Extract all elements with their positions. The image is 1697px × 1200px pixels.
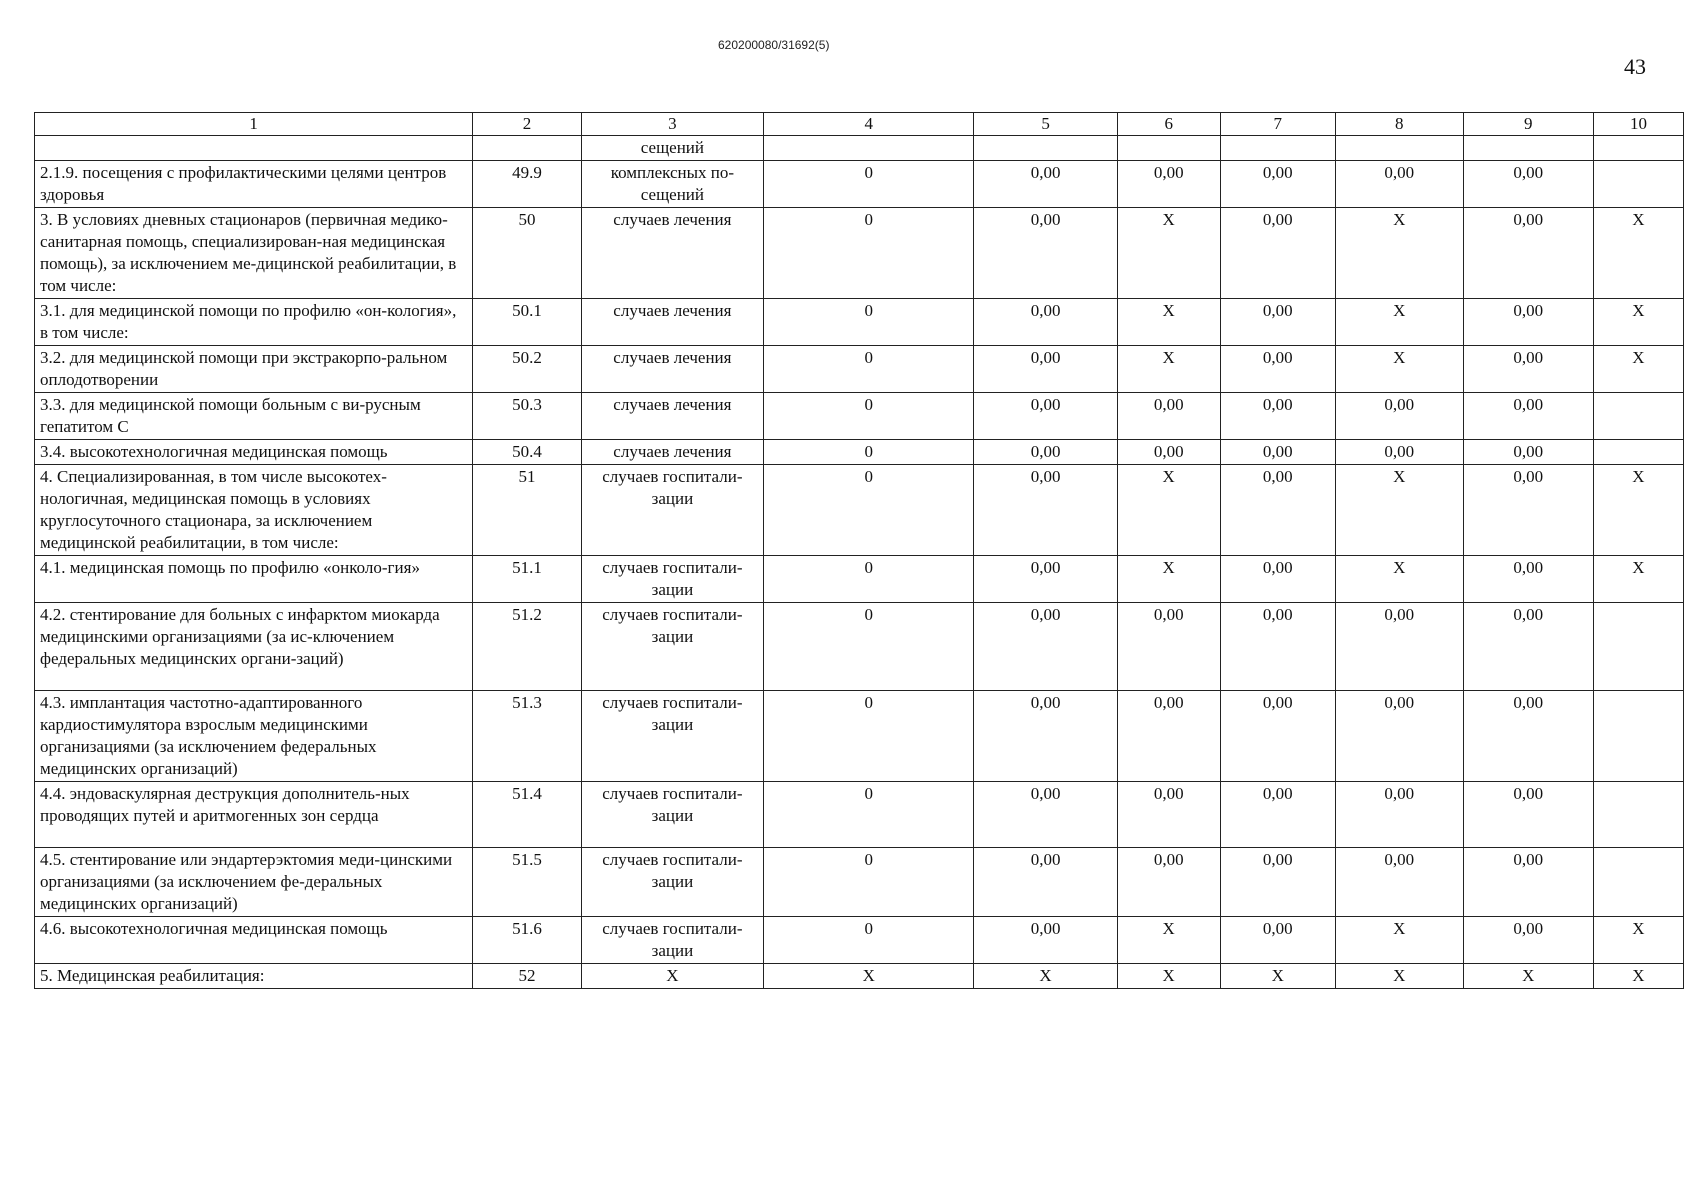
cell-col-7: 0,00 [1220, 691, 1335, 782]
row-name-cell: 3. В условиях дневных стационаров (первичная медико-санитарная помощь, специализирован-ная медицинская помощь), за исключением ме-дицинской реабилитации, в том числе: [35, 208, 473, 299]
column-header-9: 9 [1463, 113, 1593, 136]
table-row [35, 465, 1684, 556]
row-unit-cell: комплексных по-сещений [581, 161, 763, 208]
cell-col-8: X [1335, 299, 1463, 346]
table-row [35, 208, 1684, 299]
table-row [35, 917, 1684, 964]
page-number: 43 [1624, 54, 1646, 79]
cell-col-9: 0,00 [1463, 440, 1593, 465]
cell-col-6: 0,00 [1117, 161, 1220, 208]
cell-col-8: 0,00 [1335, 848, 1463, 917]
table-row [35, 161, 1684, 208]
cell-col-9: 0,00 [1463, 603, 1593, 691]
cell-col-4: 0 [764, 299, 974, 346]
table-row [35, 691, 1684, 782]
cell-col-8: X [1335, 917, 1463, 964]
column-header-5: 5 [974, 113, 1117, 136]
cell-col-4: 0 [764, 161, 974, 208]
table-row [35, 440, 1684, 465]
column-header-2: 2 [473, 113, 581, 136]
cell-col-8: 0,00 [1335, 691, 1463, 782]
row-code-cell: 51.1 [473, 556, 581, 603]
row-unit-cell: случаев лечения [581, 393, 763, 440]
cell-col-10 [1593, 136, 1683, 161]
row-name-cell [35, 136, 473, 161]
table-row [35, 346, 1684, 393]
cell-col-8: X [1335, 465, 1463, 556]
row-name-cell: 4.3. имплантация частотно-адаптированного кардиостимулятора взрослым медицинскими организациями (за исключением федеральных медицинских организаций) [35, 691, 473, 782]
row-unit-cell: случаев госпитали-зации [581, 917, 763, 964]
row-name-cell: 5. Медицинская реабилитация: [35, 964, 473, 989]
cell-col-6: X [1117, 964, 1220, 989]
table-row [35, 393, 1684, 440]
cell-col-4: 0 [764, 603, 974, 691]
row-unit-cell: сещений [581, 136, 763, 161]
cell-col-8: 0,00 [1335, 393, 1463, 440]
cell-col-5: 0,00 [974, 556, 1117, 603]
cell-col-9: 0,00 [1463, 848, 1593, 917]
cell-col-10 [1593, 848, 1683, 917]
cell-col-8: X [1335, 556, 1463, 603]
cell-col-9 [1463, 136, 1593, 161]
row-unit-cell: случаев госпитали-зации [581, 691, 763, 782]
cell-col-7: 0,00 [1220, 208, 1335, 299]
row-name-cell: 3.2. для медицинской помощи при экстракорпо-ральном оплодотворении [35, 346, 473, 393]
cell-col-7: 0,00 [1220, 603, 1335, 691]
cell-col-5: 0,00 [974, 299, 1117, 346]
cell-col-10: X [1593, 465, 1683, 556]
row-unit-cell: случаев лечения [581, 440, 763, 465]
cell-col-4: 0 [764, 691, 974, 782]
row-name-cell: 4.2. стентирование для больных с инфарктом миокарда медицинскими организациями (за ис-ключением федеральных медицинских органи-заций) [35, 603, 473, 691]
cell-col-9: 0,00 [1463, 556, 1593, 603]
row-code-cell: 51.5 [473, 848, 581, 917]
cell-col-5: X [974, 964, 1117, 989]
row-code-cell: 50 [473, 208, 581, 299]
table-row [35, 782, 1684, 848]
cell-col-9: 0,00 [1463, 465, 1593, 556]
cell-col-5: 0,00 [974, 917, 1117, 964]
row-code-cell: 50.2 [473, 346, 581, 393]
cell-col-4: 0 [764, 556, 974, 603]
cell-col-6: X [1117, 346, 1220, 393]
row-code-cell: 50.4 [473, 440, 581, 465]
cell-col-8: 0,00 [1335, 782, 1463, 848]
cell-col-7: 0,00 [1220, 917, 1335, 964]
row-name-cell: 2.1.9. посещения с профилактическими целями центров здоровья [35, 161, 473, 208]
table-row [35, 136, 1684, 161]
row-code-cell: 51.3 [473, 691, 581, 782]
column-header-7: 7 [1220, 113, 1335, 136]
cell-col-10 [1593, 603, 1683, 691]
cell-col-9: 0,00 [1463, 691, 1593, 782]
cell-col-9: 0,00 [1463, 299, 1593, 346]
column-header-3: 3 [581, 113, 763, 136]
cell-col-4: 0 [764, 346, 974, 393]
row-code-cell: 49.9 [473, 161, 581, 208]
cell-col-5 [974, 136, 1117, 161]
cell-col-8: 0,00 [1335, 603, 1463, 691]
cell-col-7: 0,00 [1220, 440, 1335, 465]
row-code-cell [473, 136, 581, 161]
cell-col-9: 0,00 [1463, 782, 1593, 848]
cell-col-6: X [1117, 208, 1220, 299]
row-unit-cell: случаев госпитали-зации [581, 848, 763, 917]
cell-col-4 [764, 136, 974, 161]
cell-col-4: X [764, 964, 974, 989]
cell-col-6: 0,00 [1117, 393, 1220, 440]
cell-col-8: 0,00 [1335, 440, 1463, 465]
cell-col-7 [1220, 136, 1335, 161]
cell-col-8: X [1335, 208, 1463, 299]
cell-col-8: X [1335, 964, 1463, 989]
cell-col-6: 0,00 [1117, 782, 1220, 848]
table-row [35, 603, 1684, 691]
row-unit-cell: случаев госпитали-зации [581, 603, 763, 691]
row-unit-cell: X [581, 964, 763, 989]
cell-col-6: X [1117, 917, 1220, 964]
data-table [34, 112, 1684, 989]
cell-col-10: X [1593, 299, 1683, 346]
row-unit-cell: случаев лечения [581, 208, 763, 299]
cell-col-5: 0,00 [974, 848, 1117, 917]
row-code-cell: 50.3 [473, 393, 581, 440]
cell-col-4: 0 [764, 465, 974, 556]
cell-col-6: X [1117, 556, 1220, 603]
cell-col-10: X [1593, 917, 1683, 964]
document-id: 620200080/31692(5) [718, 38, 830, 52]
row-code-cell: 51.4 [473, 782, 581, 848]
cell-col-5: 0,00 [974, 465, 1117, 556]
cell-col-5: 0,00 [974, 782, 1117, 848]
row-unit-cell: случаев госпитали-зации [581, 465, 763, 556]
cell-col-6: 0,00 [1117, 848, 1220, 917]
row-name-cell: 3.3. для медицинской помощи больным с ви-русным гепатитом С [35, 393, 473, 440]
cell-col-9: X [1463, 964, 1593, 989]
cell-col-6: 0,00 [1117, 691, 1220, 782]
row-code-cell: 51.2 [473, 603, 581, 691]
cell-col-10: X [1593, 556, 1683, 603]
cell-col-7: 0,00 [1220, 393, 1335, 440]
cell-col-10 [1593, 161, 1683, 208]
table-row [35, 556, 1684, 603]
row-unit-cell: случаев лечения [581, 346, 763, 393]
table-row [35, 848, 1684, 917]
row-code-cell: 51 [473, 465, 581, 556]
cell-col-10 [1593, 691, 1683, 782]
cell-col-7: 0,00 [1220, 346, 1335, 393]
table-row [35, 299, 1684, 346]
cell-col-6: X [1117, 299, 1220, 346]
header-row [35, 113, 1684, 136]
cell-col-9: 0,00 [1463, 346, 1593, 393]
cell-col-6: 0,00 [1117, 603, 1220, 691]
cell-col-7: 0,00 [1220, 161, 1335, 208]
row-name-cell: 3.4. высокотехнологичная медицинская помощь [35, 440, 473, 465]
table-row [35, 964, 1684, 989]
cell-col-8: X [1335, 346, 1463, 393]
cell-col-10: X [1593, 964, 1683, 989]
cell-col-5: 0,00 [974, 161, 1117, 208]
cell-col-7: 0,00 [1220, 848, 1335, 917]
cell-col-9: 0,00 [1463, 208, 1593, 299]
cell-col-10: X [1593, 208, 1683, 299]
cell-col-4: 0 [764, 917, 974, 964]
cell-col-5: 0,00 [974, 346, 1117, 393]
cell-col-6: X [1117, 465, 1220, 556]
cell-col-7: 0,00 [1220, 465, 1335, 556]
cell-col-4: 0 [764, 848, 974, 917]
cell-col-4: 0 [764, 208, 974, 299]
row-name-cell: 4.4. эндоваскулярная деструкция дополнитель-ных проводящих путей и аритмогенных зон сердца [35, 782, 473, 848]
row-code-cell: 52 [473, 964, 581, 989]
cell-col-6: 0,00 [1117, 440, 1220, 465]
column-header-10: 10 [1593, 113, 1683, 136]
cell-col-7: 0,00 [1220, 782, 1335, 848]
row-unit-cell: случаев лечения [581, 299, 763, 346]
cell-col-5: 0,00 [974, 393, 1117, 440]
cell-col-9: 0,00 [1463, 393, 1593, 440]
column-header-8: 8 [1335, 113, 1463, 136]
cell-col-7: 0,00 [1220, 299, 1335, 346]
row-name-cell: 4. Специализированная, в том числе высокотех-нологичная, медицинская помощь в условиях круглосуточного стационара, за исключением медицинской реабилитации, в том числе: [35, 465, 473, 556]
cell-col-7: 0,00 [1220, 556, 1335, 603]
cell-col-5: 0,00 [974, 691, 1117, 782]
cell-col-10 [1593, 782, 1683, 848]
cell-col-4: 0 [764, 440, 974, 465]
row-name-cell: 4.1. медицинская помощь по профилю «онколо-гия» [35, 556, 473, 603]
row-name-cell: 4.6. высокотехнологичная медицинская помощь [35, 917, 473, 964]
cell-col-6 [1117, 136, 1220, 161]
row-name-cell: 3.1. для медицинской помощи по профилю «он-кология», в том числе: [35, 299, 473, 346]
row-unit-cell: случаев госпитали-зации [581, 556, 763, 603]
cell-col-10 [1593, 393, 1683, 440]
column-header-6: 6 [1117, 113, 1220, 136]
row-name-cell: 4.5. стентирование или эндартерэктомия меди-цинскими организациями (за исключением фе-деральных медицинских организаций) [35, 848, 473, 917]
cell-col-9: 0,00 [1463, 161, 1593, 208]
table-body [35, 136, 1684, 989]
cell-col-10 [1593, 440, 1683, 465]
row-code-cell: 50.1 [473, 299, 581, 346]
row-unit-cell: случаев госпитали-зации [581, 782, 763, 848]
cell-col-9: 0,00 [1463, 917, 1593, 964]
cell-col-4: 0 [764, 782, 974, 848]
row-code-cell: 51.6 [473, 917, 581, 964]
column-header-1: 1 [35, 113, 473, 136]
column-header-4: 4 [764, 113, 974, 136]
cell-col-7: X [1220, 964, 1335, 989]
cell-col-4: 0 [764, 393, 974, 440]
cell-col-5: 0,00 [974, 208, 1117, 299]
cell-col-8 [1335, 136, 1463, 161]
cell-col-5: 0,00 [974, 603, 1117, 691]
cell-col-5: 0,00 [974, 440, 1117, 465]
cell-col-8: 0,00 [1335, 161, 1463, 208]
cell-col-10: X [1593, 346, 1683, 393]
